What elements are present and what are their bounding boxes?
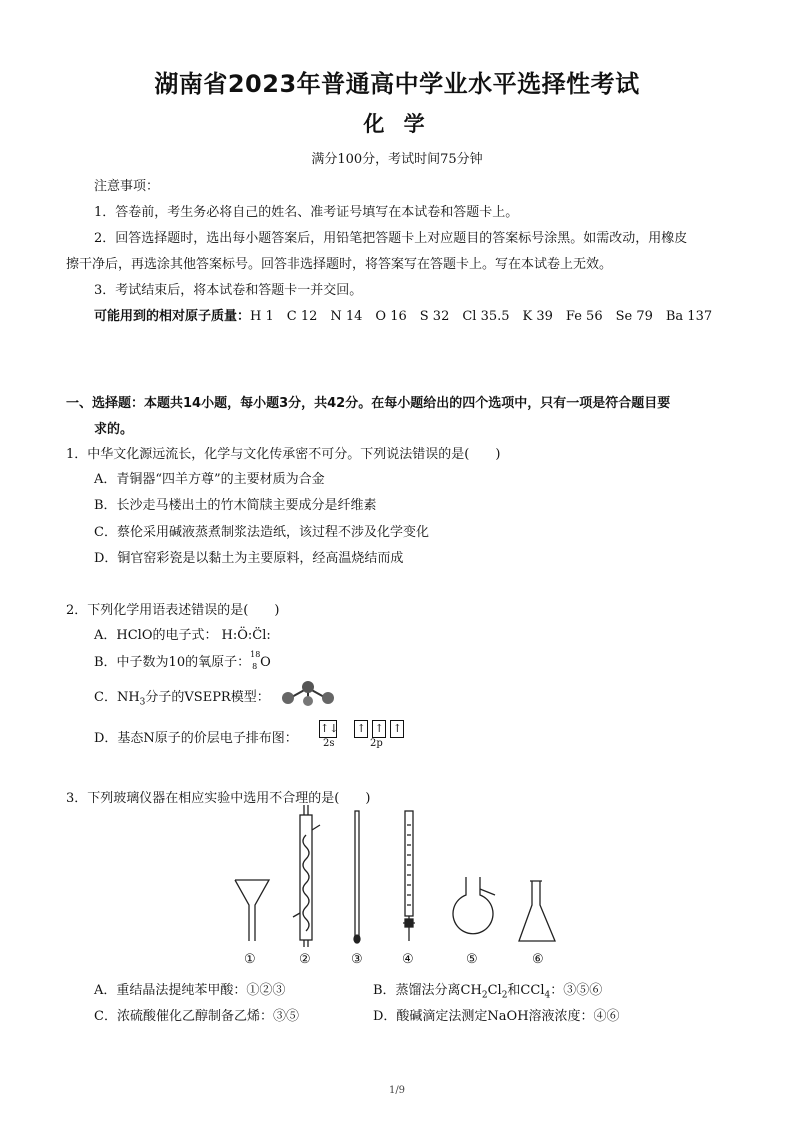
orbital-2p-box-3: ↑ bbox=[390, 720, 404, 738]
q3-option-a: A．重结晶法提纯苯甲酸：①②③ bbox=[94, 983, 286, 998]
q1-stem: 1．中华文化源远流长，化学与文化传承密不可分。下列说法错误的是( ) bbox=[66, 447, 501, 462]
orbital-2p-box-1: ↑ bbox=[354, 720, 368, 738]
q3-option-b-t1: B．蒸馏法分离CH bbox=[373, 983, 482, 998]
q3-option-b-t3: 和CCl bbox=[507, 983, 545, 998]
distilling-flask-icon bbox=[453, 877, 495, 934]
orbital-diagram bbox=[319, 718, 403, 738]
hclo-electron-formula: H:Ö:C̈l: bbox=[221, 628, 271, 643]
note-item-1: 1．答卷前，考生务必将自己的姓名、准考证号填写在本试卷和答题卡上。 bbox=[94, 205, 519, 220]
q2-option-c-text-2: 分子的VSEPR模型： bbox=[145, 690, 270, 705]
label-3: ③ bbox=[351, 952, 363, 967]
exam-title: 湖南省2023年普通高中学业水平选择性考试 bbox=[154, 70, 640, 98]
atomic-masses-values: H 1 C 12 N 14 O 16 S 32 Cl 35.5 K 39 Fe 56 Se 79 Ba 137 bbox=[250, 309, 713, 324]
q1-option-c: C．蔡伦采用碱液蒸煮制浆法造纸，该过程不涉及化学变化 bbox=[94, 525, 429, 540]
subject-title: 化 学 bbox=[363, 112, 431, 136]
label-5: ⑤ bbox=[466, 952, 478, 967]
q2-stem: 2．下列化学用语表述错误的是( ) bbox=[66, 603, 280, 618]
thermometer-icon bbox=[354, 811, 360, 943]
section-1-heading: 一、选择题：本题共14小题，每小题3分，共42分。在每小题给出的四个选项中，只有一项是符合题目要 bbox=[66, 396, 671, 411]
q2-option-b-label: B．中子数为10的氧原子： bbox=[94, 655, 251, 670]
q1-option-b: B．长沙走马楼出土的竹木简牍主要成分是纤维素 bbox=[94, 498, 377, 513]
q2-option-a bbox=[94, 624, 271, 643]
burette-icon bbox=[403, 811, 415, 941]
q2-option-c bbox=[94, 686, 270, 708]
q3-option-b-s3: 4 bbox=[544, 990, 551, 1001]
q3-option-b-t2: Cl bbox=[487, 983, 502, 998]
oxygen-symbol: O bbox=[260, 655, 271, 670]
q2-option-c-text-1: C．NH bbox=[94, 690, 140, 705]
q2-option-b bbox=[94, 651, 271, 670]
q3-option-c: C．浓硫酸催化乙醇制备乙烯：③⑤ bbox=[94, 1009, 299, 1024]
oxygen-atomic-number: 8 bbox=[252, 661, 258, 671]
orbital-2s-box: ↑↓ bbox=[319, 720, 337, 738]
q3-stem: 3．下列玻璃仪器在相应实验中选用不合理的是( ) bbox=[66, 791, 371, 806]
label-1: ① bbox=[244, 952, 256, 967]
page-number: 1/9 bbox=[388, 1085, 406, 1096]
q2-option-c-sub: 3 bbox=[139, 697, 146, 708]
label-4: ④ bbox=[402, 952, 414, 967]
note-item-2: 2．回答选择题时，选出每小题答案后，用铅笔把答题卡上对应题目的答案标号涂黑。如需改动，用橡皮 bbox=[94, 231, 688, 246]
q3-option-d: D．酸碱滴定法测定NaOH溶液浓度：④⑥ bbox=[373, 1009, 620, 1024]
q1-option-a: A．青铜器“四羊方尊”的主要材质为合金 bbox=[94, 472, 325, 487]
atomic-masses-label: 可能用到的相对原子质量： bbox=[94, 309, 251, 324]
oxygen-mass-number: 18 bbox=[250, 649, 261, 659]
glassware-figure bbox=[225, 805, 575, 950]
label-2: ② bbox=[299, 952, 311, 967]
q1-option-d: D．铜官窑彩瓷是以黏土为主要原料，经高温烧结而成 bbox=[94, 551, 404, 566]
section-1-heading-cont: 求的。 bbox=[94, 422, 134, 437]
q3-option-b bbox=[373, 979, 602, 1001]
vsepr-model-icon bbox=[278, 678, 338, 708]
q3-option-b-t4: ：③⑤⑥ bbox=[550, 983, 603, 998]
q3-option-b-s2: 2 bbox=[501, 990, 508, 1001]
q2-option-d: D．基态N原子的价层电子排布图： bbox=[94, 731, 298, 746]
notes-heading: 注意事项： bbox=[94, 179, 160, 194]
erlenmeyer-flask-icon bbox=[519, 881, 555, 941]
funnel-icon bbox=[235, 880, 269, 941]
atomic-masses bbox=[94, 305, 712, 324]
exam-meta: 满分100分，考试时间75分钟 bbox=[311, 152, 483, 167]
q3-option-b-s1: 2 bbox=[481, 990, 488, 1001]
label-6: ⑥ bbox=[532, 952, 544, 967]
note-item-3: 3．考试结束后，将本试卷和答题卡一并交回。 bbox=[94, 283, 363, 298]
note-item-2-cont: 擦干净后，再选涂其他答案标号。回答非选择题时，将答案写在答题卡上。写在本试卷上无效。 bbox=[66, 257, 613, 272]
q2-option-a-label: A．HClO的电子式： bbox=[94, 628, 218, 643]
orbital-2p-label: 2p bbox=[370, 738, 383, 749]
orbital-2p-box-2: ↑ bbox=[372, 720, 386, 738]
condenser-icon bbox=[293, 805, 320, 947]
orbital-2s-label: 2s bbox=[323, 738, 335, 749]
